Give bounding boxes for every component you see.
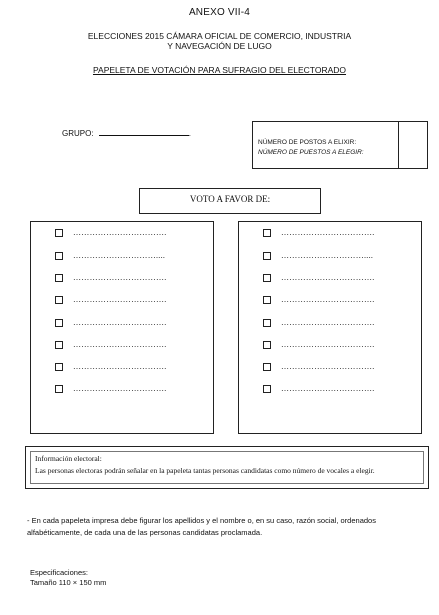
candidate-blank: ……………………………. bbox=[73, 273, 167, 282]
electoral-info-title: Información electoral: bbox=[35, 454, 102, 463]
candidate-row bbox=[263, 318, 375, 327]
spec-size: Tamaño 110 × 150 mm bbox=[30, 578, 107, 587]
vote-heading: VOTO A FAVOR DE: bbox=[139, 188, 321, 214]
candidate-row bbox=[263, 251, 373, 260]
checkbox[interactable] bbox=[263, 363, 271, 371]
candidate-row bbox=[263, 384, 375, 393]
candidate-blank: ………………………….... bbox=[281, 251, 374, 260]
candidate-blank: ……………………………. bbox=[281, 340, 375, 349]
candidate-row bbox=[263, 295, 375, 304]
group-blank-line bbox=[99, 127, 192, 138]
posts-box bbox=[252, 121, 428, 169]
checkbox[interactable] bbox=[55, 363, 63, 371]
ballot-title: PAPELETA DE VOTACIÓN PARA SUFRAGIO DEL ELECTORADO bbox=[92, 65, 347, 75]
candidate-blank: ……………………………. bbox=[73, 340, 167, 349]
checkbox[interactable] bbox=[263, 296, 271, 304]
election-title-line1: ELECCIONES 2015 CÁMARA OFICIAL DE COMERCIO, INDUSTRIA bbox=[87, 31, 352, 41]
checkbox[interactable] bbox=[263, 385, 271, 393]
candidate-row bbox=[55, 273, 167, 282]
candidate-row bbox=[55, 251, 165, 260]
group-field bbox=[62, 127, 191, 138]
candidate-blank: ……………………………. bbox=[73, 228, 167, 237]
candidate-blank: ……………………………. bbox=[281, 295, 375, 304]
posts-label-gl: NÚMERO DE POSTOS A ELIXIR: bbox=[258, 139, 357, 146]
checkbox[interactable] bbox=[55, 252, 63, 260]
candidate-row bbox=[55, 362, 167, 371]
candidate-blank: ………………………….... bbox=[73, 251, 166, 260]
posts-label-es: NÚMERO DE PUESTOS A ELEGIR: bbox=[258, 149, 364, 156]
candidate-blank: ……………………………. bbox=[281, 318, 375, 327]
candidate-blank: ……………………………. bbox=[281, 228, 375, 237]
checkbox[interactable] bbox=[263, 274, 271, 282]
checkbox[interactable] bbox=[55, 319, 63, 327]
electoral-info-box bbox=[25, 446, 429, 489]
candidate-blank: ……………………………. bbox=[281, 362, 375, 371]
checkbox[interactable] bbox=[55, 296, 63, 304]
candidate-blank: ……………………………. bbox=[281, 384, 375, 393]
candidate-row bbox=[55, 384, 167, 393]
checkbox[interactable] bbox=[263, 229, 271, 237]
candidate-row bbox=[263, 228, 375, 237]
candidate-blank: ……………………………. bbox=[73, 362, 167, 371]
candidate-row bbox=[55, 318, 167, 327]
printing-note: - En cada papeleta impresa debe figurar los apellidos y el nombre o, en su caso, razón social, ordenados alfabéticamente, de cada una de las personas candidatas proclamada. bbox=[27, 516, 376, 537]
checkbox[interactable] bbox=[263, 319, 271, 327]
candidate-column-right bbox=[238, 221, 422, 434]
candidate-column-left bbox=[30, 221, 214, 434]
candidate-blank: ……………………………. bbox=[281, 273, 375, 282]
candidate-blank: ……………………………. bbox=[73, 295, 167, 304]
candidate-blank: ……………………………. bbox=[73, 318, 167, 327]
specifications bbox=[30, 568, 106, 588]
candidate-row bbox=[55, 340, 167, 349]
electoral-info-inner bbox=[30, 451, 424, 484]
checkbox[interactable] bbox=[263, 341, 271, 349]
group-suffix: . bbox=[188, 129, 192, 138]
candidate-row bbox=[263, 340, 375, 349]
annex-title: ANEXO VII-4 bbox=[188, 7, 251, 18]
candidate-row bbox=[55, 295, 167, 304]
electoral-info-text: Las personas electoras podrán señalar en la papeleta tantas personas candidatas como número de vocales a elegir. bbox=[35, 466, 375, 475]
checkbox[interactable] bbox=[55, 385, 63, 393]
checkbox[interactable] bbox=[55, 341, 63, 349]
candidate-row bbox=[263, 273, 375, 282]
candidate-row bbox=[263, 362, 375, 371]
candidate-blank: ……………………………. bbox=[73, 384, 167, 393]
spec-label: Especificaciones: bbox=[30, 568, 88, 577]
posts-value-cell bbox=[398, 122, 399, 168]
candidate-row bbox=[55, 228, 167, 237]
checkbox[interactable] bbox=[55, 229, 63, 237]
group-label: GRUPO: bbox=[62, 129, 94, 138]
election-title-line2: Y NAVEGACIÓN DE LUGO bbox=[167, 41, 272, 51]
checkbox[interactable] bbox=[263, 252, 271, 260]
checkbox[interactable] bbox=[55, 274, 63, 282]
